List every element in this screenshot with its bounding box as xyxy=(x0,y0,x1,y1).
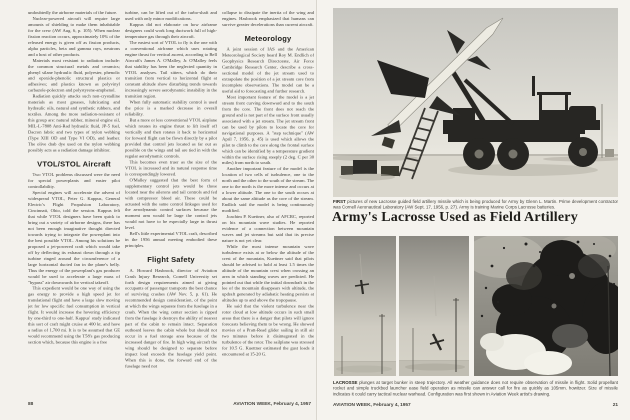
body-paragraph: When fully automatic stability control is used the price is a marked decrease in overall reliability. xyxy=(125,99,217,117)
right-page-number: 21 xyxy=(612,402,618,408)
body-paragraph: Two VTOL problems discussed were the need for special powerplants and easier pilot controllability. xyxy=(28,172,120,190)
body-paragraph: He said that the violent turbulence near the rotor cloud at low altitude occurs in such small areas that there is a danger that pilots will ignore forecasts believing them to be wrong. He showed movies of a Pratt-Read glider sailing in still air two minutes before it disintegrated in the turbulence of the rotor. The sailplane was stressed for 10.5 G. Kuettner estimated the gust loads it encountered at 15-20 G. xyxy=(222,303,314,357)
body-paragraph: A. Howard Hasbrook, director of Aviation Crash Injury Research, Cornell University set forth design requirements aimed at giving occupants of passenger transports the best chance of surviving crashes (AW Nov. 5, p. 61). He recommended design consideration, of the point at which the wings separate from the fuselage in a crash. When the wing center section is ripped from the fuselage it destroys the ability of nearest part of the cabin to remain intact. Separation outboard leaves the cabin whole but should not occur in a fuel storage area because of the increased danger of fire. In high wing aircraft the wing should be designed to separate before impact load exceeds the fuselage yield point. When this is done, the forward end of the fuselage need not xyxy=(125,267,217,369)
missile-dive-photo-2 xyxy=(399,236,469,376)
left-page-number: 88 xyxy=(28,401,34,407)
bottom-caption-lead: LACROSSE xyxy=(333,380,358,385)
section-heading: VTOL/STOL Aircraft xyxy=(37,159,111,169)
body-paragraph: This expedient would be one way of using the gas energy to provide a high speed jet for translational flight and have a large slow moving jet for low specific fuel consumption in vertical flight. It would increase the hovering efficiency by one-third to one-half. Kappus' study indicated this sort of craft might cruise at 400 kt. and have a radius of 1,700 mi. It is to be assumed that GE would recommend using the T58's gas producing section which, because this engine is a free xyxy=(28,285,120,345)
section-heading: Meteorology xyxy=(244,34,292,43)
bottom-caption-text: plunges at target bunker in steep trajectory. All weather guidance does not require observation of missile in flight. Solid propellant rocket and simple truckbed launcher ease field operation as missile can answer call for fire as quickly as 105mm. howitzer. Size of missile indicates it could carry tactical nuclear warhead. Configuration was first shown in Aviation Week artist's drawing. xyxy=(333,380,618,397)
body-paragraph: But a more or less conventional VTOL airplane which rotates its engine thrust to lift itself off vertically and then rotates it back to horizontal for forward flight can be flown directly by a pilot provided that control jets located as far out as possible on the wings and tail are tied in with the regular aerodynamic controls. xyxy=(125,117,217,159)
body-paragraph: While the most intense mountain wave turbulence exists at or below the altitude of the crest of the mountain, Kuettner said that pilots should be advised to hold at least 1.5 times the altitude of the mountain crest when crossing an area in which standing waves are predicted. He pointed out that while the initial downdraft in the lee of the mountain disappears with altitude, the updraft generated by adiabatic heating persists at altitudes up to and above the tropopause. xyxy=(222,243,314,303)
top-photo-caption xyxy=(333,199,618,210)
bottom-photo-caption xyxy=(333,380,618,397)
section-heading: Flight Safety xyxy=(147,255,195,265)
body-paragraph: Radiation quickly attacks such non-crystalline materials as most greases, lubricating and hydraulic oils, natural and synthetic rubbers, and textiles. Among the more radiation-resistant of this group are: natural rubber, mineral engine oil, MIL-L-7808 Anti-Rad hydraulic fluid, JP-5 fuel, Dacron fabric and two types of nylon webbing (Type XIII OD and Type VI OD), and leather. The olive drab dye used on the nylon webbing possibly acts as a radiation damage inhibitor. xyxy=(28,93,120,153)
body-paragraph: Kappus did not elaborate on how airframe designers could work long ductwork full of high-temperature gas through their aircraft. xyxy=(125,21,217,39)
body-paragraph: This becomes even truer as the size of the VTOL is increased and its natural response time is correspondingly lowered. xyxy=(125,159,217,177)
text-column-3 xyxy=(222,10,314,398)
body-paragraph: Materials most resistant to radiation include: the common structural metals and ceramics; phenyl silane hydraulic fluid, polyester, phenolic and epoxide-phenolic structural plastics or adhesives; and plastics known as polyvinyl carbazole-polectron and polystyrene-amphenol. xyxy=(28,57,120,93)
body-paragraph: Another important feature of the model is the location of two cells of turbulence, one to the north and the other to the south of the stream. The one to the north is the more intense and occurs at a lower altitude. The one to the south occurs at about the same altitude as the core of the stream. Endlich said the model is being continuously modified. xyxy=(222,166,314,214)
top-caption-text: pictures of new Lacrosse guided field artillery missile which is being produced for Army by Glenn L. Martin. Prime development contractor was Cornell Aeronautical Laboratory (AW Sept. 17, 1956, p. 27). Army is training Marine Corps Lacrosse batteries. xyxy=(333,199,618,210)
body-paragraph: turbine, can be lifted out of the turbo-shaft and used with only minor modifications. xyxy=(125,10,217,21)
body-paragraph: Joachim P. Kuettner, also of AFCRC, reported on his mountain wave studies. He reported evidence of a connection between mountain waves and jet streams but said that its precise nature is not yet clear. xyxy=(222,214,314,243)
lacrosse-launcher-photo xyxy=(333,8,618,197)
right-page-magazine-line: AVIATION WEEK, February 4, 1957 xyxy=(333,402,411,408)
body-paragraph: Special engines will accelerate the advent of widespread VTOL, Peter G. Kappus, General Electric's Flight Propulsion Laboratory, Cincinnati, Ohio, told the session. Kappus felt that while VTOL designers have been quick to bring out a variety of airborne designs, there has not been enough imaginative thought directed towards trying to integrate the powerplant into the best possible VTOL. Among his solutions he proposed a jet-powered craft which would take off by deflecting its exhaust down through a tip turbine ringed around the circumference of a large horizontal ducted fan in the plane's belly. Thus the energy of the powerplant's gas producer would be used to accelerate a large mass of "bypass" air downwards for vertical takeoff. xyxy=(28,190,120,285)
text-column-2 xyxy=(125,10,217,398)
explosion-photo xyxy=(474,236,618,376)
body-paragraph: Bell's little experimental VTOL craft, described in the 1956 annual meeting embodied these principles. xyxy=(125,231,217,249)
lacrosse-launcher-photo-art xyxy=(333,8,618,197)
body-paragraph: Nuclear-powered aircraft will require large amounts of shielding to make them inhabitable for the crew (AW Aug. 6, p. 105). When nuclear fission reaction occurs, approximately 10% of the released energy is given off as fission products, alpha particles, beta and gamma rays, neutrons and a host of other products. xyxy=(28,15,120,57)
body-paragraph: A joint session of IAS and the American Meteorological Society heard Roy M. Endlich of Geophysics Research Directorate, Air Force Cambridge Research Center, describe a cross-sectional model of the jet stream used to extrapolate the position of a jet stream core from incomplete observations. The model can be a useful aid to forecasting and further research. xyxy=(222,46,314,94)
missile-dive-photo-1 xyxy=(334,236,396,376)
article-headline: Army's Lacrosse Used as Field Artillery xyxy=(332,210,578,225)
right-page xyxy=(318,0,630,420)
body-paragraph: undoubtedly the airborne materials of the future. xyxy=(28,10,118,15)
body-paragraph: O'Malley suggested that the best form of supplementary control jets would be those located near the ailerons and tail controls and fed with compressor bleed air. These could be actuated with the same control linkages used for the aerodynamic control surfaces because the moment arm would be large the control jets would not have to be especially large in thrust level. xyxy=(125,177,217,231)
text-column-1 xyxy=(28,10,120,398)
left-page-footer xyxy=(28,401,311,407)
body-paragraph: collapse to dissipate the inertia of the wing and engines. Hasbrook emphasized that humans can survive greater decelerations than current aircraft. xyxy=(222,10,314,27)
body-paragraph: Most important feature of the model is a jet stream front curving downward and to the south from the core. The front does not reach the ground and is not part of the surface front usually associated with a jet stream. The jet stream front can be used by pilots to locate the core for navigational purposes. A "step technique" (AW April 7, 1956, p. 45) is used which allows the pilot to climb to the core along the frontal surface which can be identified by a temperature gradient within the surface rising steeply (2 deg. C per 30 miles) from north to south. xyxy=(222,94,314,166)
top-caption-lead: FIRST xyxy=(333,199,346,204)
left-page-magazine-line: AVIATION WEEK, February 4, 1957 xyxy=(233,401,311,407)
right-page-footer xyxy=(333,402,618,408)
body-paragraph: The easiest sort of VTOL to fly is the one with a conventional airframe which uses rotating engine thrust for vertical ascent, according to Bell Aircraft's James A. O'Malley, Jr. O'Malley feels that stability has been the neglected quantity in VTOL analyses. Tail sitters, which do their transition from vertical to horizontal flight at constant altitude show disturbing trends towards increasingly severe aerodynamic instability in the transition region. xyxy=(125,39,217,99)
